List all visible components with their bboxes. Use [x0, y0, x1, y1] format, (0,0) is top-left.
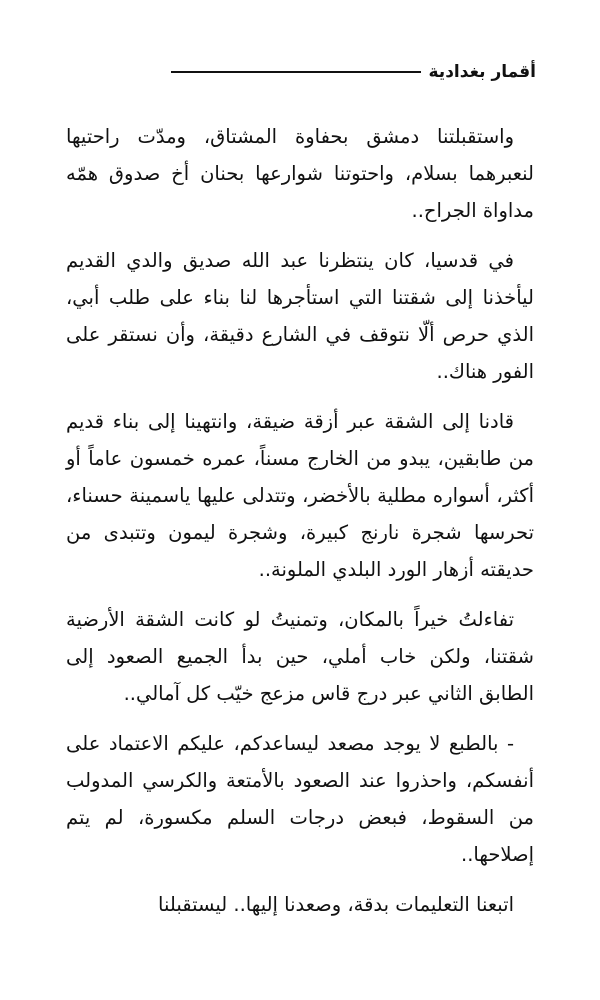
paragraph: تفاءلتُ خيراً بالمكان، وتمنيتُ لو كانت الشقة الأرضية شقتنا، ولكن خاب أملي، حين بدأ الجميع الصعود إلى الطابق الثاني عبر درج قاس مزعج خيّب كل آمالي..	[66, 608, 534, 705]
paragraph: واستقبلتنا دمشق بحفاوة المشتاق، ومدّت راحتيها لنعبرهما بسلام، واحتوتنا شوارعها بحنان أخ صدوق همّه مداواة الجراح..	[66, 125, 534, 222]
paragraph: في قدسيا، كان ينتظرنا عبد الله صديق والدي القديم ليأخذنا إلى شقتنا التي استأجرها لنا بناء على طلب أبي، الذي حرص ألّا نتوقف في الشارع دقيقة، وأن نستقر على الفور هناك..	[66, 249, 534, 383]
running-header	[171, 60, 537, 84]
body-text	[66, 118, 534, 936]
header-rule	[171, 71, 421, 73]
paragraph: - بالطبع لا يوجد مصعد ليساعدكم، عليكم الاعتماد على أنفسكم، واحذروا عند الصعود بالأمتعة والكرسي المدولب من السقوط، فبعض درجات السلم مكسورة، لم يتم إصلاحها..	[66, 732, 534, 866]
paragraph: قادنا إلى الشقة عبر أزقة ضيقة، وانتهينا إلى بناء قديم من طابقين، يبدو من الخارج مسناً، عمره خمسون عاماً أو أكثر، أسواره مطلية بالأخضر، وتتدلى عليها ياسمينة حسناء، تحرسها شجرة نارنج كبيرة، وشجرة ليمون وتتبدى من حديقته أزهار الورد البلدي الملونة..	[66, 410, 534, 581]
book-title: أقمار بغدادية	[428, 62, 536, 82]
paragraph: اتبعنا التعليمات بدقة، وصعدنا إليها.. ليستقبلنا	[158, 893, 514, 916]
